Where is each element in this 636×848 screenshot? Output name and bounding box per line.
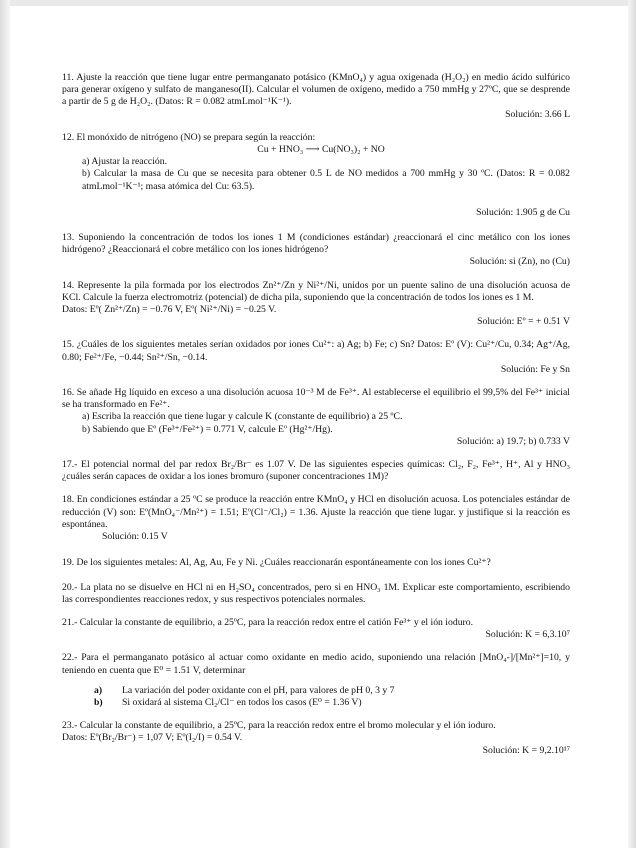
problem-14 — [62, 280, 570, 329]
problem-22-part-b — [62, 697, 570, 709]
problem-21-solution: Solución: K = 6,3.10⁷ — [485, 629, 570, 641]
problem-22 — [62, 652, 570, 709]
problem-23-text: 23.- Calcular la constante de equilibrio, a 25ºC, para la reacción redox entre el bromo molecular y el ión ioduro. — [62, 720, 496, 732]
problem-16-solution: Solución: a) 19.7; b) 0.733 V — [456, 435, 570, 447]
problem-20 — [62, 582, 570, 606]
problem-22-part-b-label: b) — [94, 696, 103, 708]
problem-12-intro: 12. El monóxido de nitrógeno (NO) se prepara según la reacción: — [62, 131, 316, 143]
problem-22-part-a-label: a) — [94, 684, 103, 696]
problem-12-part-b: b) Calcular la masa de Cu que se necesita para obtener 0.5 L de NO medidos a 700 mmHg y 30 ºC. (Datos: R = 0.082 atmLmol⁻¹K⁻¹; masa atómica del Cu: 63.5). — [82, 168, 570, 192]
page-left-edge — [0, 0, 10, 848]
problem-16 — [62, 387, 570, 448]
problem-21 — [62, 617, 570, 641]
page-right-edge — [628, 0, 636, 848]
problem-19 — [62, 557, 570, 569]
problem-18-text: 18. En condiciones estándar a 25 ºC se produce la reacción entre KMnO₄ y HCl en disolución acuosa. Los potenciales estándar de reducción (V) son: Eº(MnO₄⁻/Mn²⁺) = 1.51; Eº(Cl⁻/Cl₂) = 1.36. Ajuste la reacción que tiene lugar. y justifique si la reacción es espontánea. — [62, 494, 570, 530]
problem-23-solution: Solución: K = 9,2.10¹⁷ — [482, 744, 570, 756]
problem-15 — [62, 339, 570, 376]
problem-21-text: 21.- Calcular la constante de equilibrio, a 25ºC, para la reacción redox entre el catión Fe³⁺ y el ión ioduro. — [62, 616, 474, 628]
problem-12-solution: Solución: 1.905 g de Cu — [476, 206, 570, 218]
problem-16-part-a: a) Escriba la reacción que tiene lugar y calcule K (constante de equilibrio) a 25 ºC. — [82, 411, 403, 423]
problem-11 — [62, 72, 570, 121]
problem-15-text: 15. ¿Cuáles de los siguientes metales serían oxidados por iones Cu²⁺: a) Ag; b) Fe; c) Sn? Datos: Eº (V): Cu²⁺/Cu, 0.34; Ag⁺/Ag, 0.80; Fe²⁺/Fe, −0.44; Sn²⁺/Sn, −0.14. — [62, 339, 570, 363]
problem-14-solution: Solución: Eº = + 0.51 V — [477, 316, 570, 328]
problem-22-text: 22.- Para el permanganato potásico al actuar como oxidante en medio acido, suponiendo una relación [MnO₄-]/[Mn²⁺]=10, y teniendo en cuenta que E⁰ = 1.51 V, determinar — [62, 652, 570, 676]
problem-14-data: Datos: Eº( Zn²⁺/Zn) = −0.76 V, Eº( Ni²⁺/Ni) = −0.25 V. — [62, 304, 277, 316]
problem-16-part-b: b) Sabiendo que Eº (Fe³⁺/Fe²⁺) = 0.771 V, calcule Eº (Hg²⁺/Hg). — [82, 423, 333, 435]
problem-22-part-b-text: Si oxidará al sistema Cl₂/Cl⁻ en todos los casos (E⁰ = 1.36 V) — [122, 696, 362, 708]
problem-12-part-a: a) Ajustar la reacción. — [82, 156, 167, 168]
problem-16-text: 16. Se añade Hg líquido en exceso a una disolución acuosa 10⁻³ M de Fe³⁺. Al establecerse el equilibrio el 99,5% del Fe³⁺ inicial se ha transformado en Fe²⁺. — [62, 387, 570, 411]
problem-13 — [62, 232, 570, 269]
problem-11-solution: Solución: 3.66 L — [505, 108, 570, 120]
problem-23-data: Datos: Eº(Br₂/Br⁻) = 1,07 V; Eº(I₂/I) = 0.54 V. — [62, 732, 243, 744]
problem-18-solution: Solución: 0.15 V — [102, 531, 168, 543]
page-top-edge — [0, 0, 636, 6]
problem-15-solution: Solución: Fe y Sn — [500, 363, 570, 375]
problem-13-text: 13. Suponiendo la concentración de todos los iones 1 M (condiciones estándar) ¿reaccionará el cinc metálico con los iones hidrógeno? ¿Reaccionará el cobre metálico con los iones hidrógeno? — [62, 232, 570, 256]
problem-13-solution: Solución: si (Zn), no (Cu) — [469, 256, 570, 268]
problem-17-text: 17.- El potencial normal del par redox Br₂/Br⁻ es 1.07 V. De las siguientes especies químicas: Cl₂, F₂, Fe³⁺, H⁺, Al y HNO₃ ¿cuáles serán capaces de oxidar a los iones bromuro (suponer concentraciones 1M)? — [62, 459, 570, 483]
problem-23 — [62, 720, 570, 757]
problem-17 — [62, 459, 570, 483]
problem-18 — [62, 494, 570, 543]
problem-12 — [62, 132, 570, 219]
problem-14-text: 14. Represente la pila formada por los electrodos Zn²⁺/Zn y Ni²⁺/Ni, unidos por un puente salino de una disolución acuosa de KCl. Calcule la fuerza electromotriz (potencial) de dicha pila, suponiendo que la concentración de todos los iones es 1 M. — [62, 279, 570, 303]
problem-19-text: 19. De los siguientes metales: Al, Ag, Au, Fe y Ni. ¿Cuáles reaccionarán espontáneamente con los iones Cu²⁺? — [62, 557, 491, 569]
problem-12-equation: Cu + HNO₃ ⟶ Cu(NO₃)₂ + NO — [257, 144, 385, 156]
document-page — [62, 72, 570, 757]
problem-20-text: 20.- La plata no se disuelve en HCl ni en H₂SO₄ concentrados, pero si en HNO₃ 1M. Explicar este comportamiento, escribiendo las correspondientes reacciones redox, y sus respectivos potenciales normales. — [62, 581, 570, 605]
problem-22-part-a — [62, 685, 570, 697]
problem-22-part-a-text: La variación del poder oxidante con el pH, para valores de pH 0, 3 y 7 — [122, 684, 395, 696]
problem-11-text: 11. Ajuste la reacción que tiene lugar entre permanganato potásico (KMnO₄) y agua oxigenada (H₂O₂) en medio ácido sulfúrico para generar oxígeno y sulfato de manganeso(II). Calcular el volumen de oxígeno, medido a 750 mmHg y 27ºC, que se desprende a partir de 5 g de H₂O₂. (Datos: R = 0.082 atmLmol⁻¹K⁻¹). — [62, 72, 570, 108]
